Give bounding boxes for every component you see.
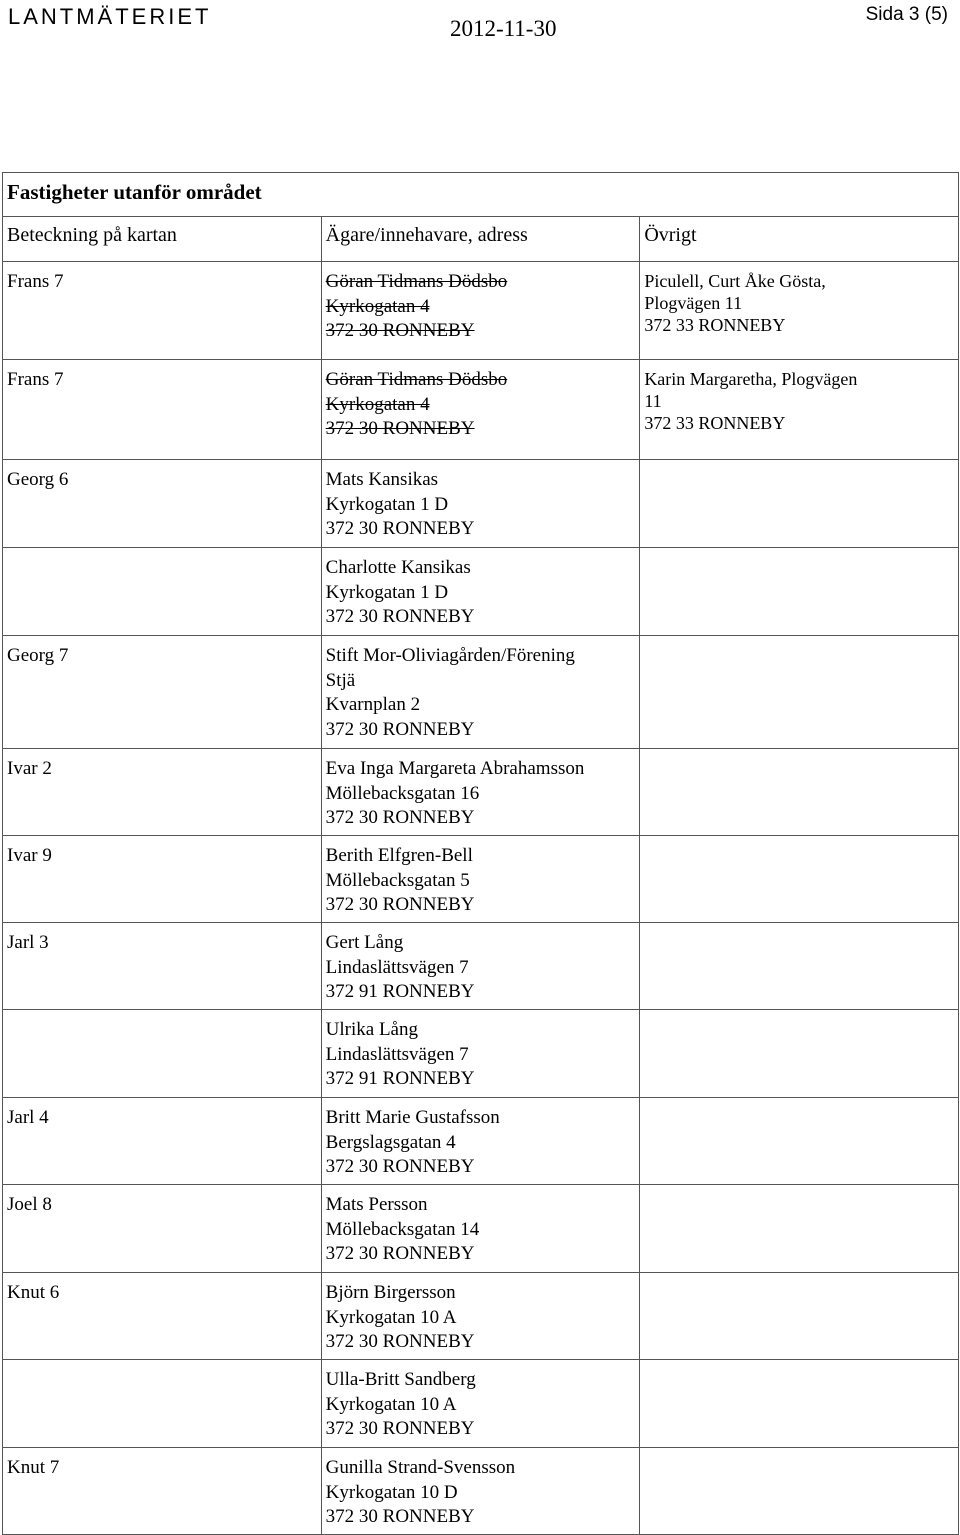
owner-name: Mats Kansikas bbox=[325, 469, 439, 490]
owner-name: Ulla-Britt Sandberg bbox=[325, 1369, 476, 1390]
owner-address-line: Kyrkogatan 10 A bbox=[325, 1306, 457, 1328]
cell-ovrigt bbox=[640, 749, 959, 836]
owner-name: Björn Birgersson bbox=[325, 1282, 456, 1303]
owner-name: Göran Tidmans Dödsbo bbox=[325, 369, 508, 390]
table-title: Fastigheter utanför området bbox=[3, 173, 959, 217]
owner-name: Ulrika Lång bbox=[325, 1019, 418, 1040]
owner-address-line: 372 30 RONNEBY bbox=[325, 1243, 475, 1264]
owner-address-line: Kyrkogatan 1 D bbox=[325, 493, 449, 515]
cell-owner bbox=[321, 749, 640, 836]
owner-address-line: 372 30 RONNEBY bbox=[325, 418, 475, 439]
cell-beteckning bbox=[3, 460, 322, 548]
owner-address-line: Bergslagsgatan 4 bbox=[325, 1131, 456, 1153]
cell-beteckning bbox=[3, 749, 322, 836]
organization-name: LANTMÄTERIET bbox=[8, 4, 212, 29]
cell-owner bbox=[321, 836, 640, 923]
cell-ovrigt bbox=[640, 836, 959, 923]
owner-address-line: Lindaslättsvägen 7 bbox=[325, 956, 469, 978]
owner-address-line: Kyrkogatan 1 D bbox=[325, 581, 449, 603]
cell-owner bbox=[321, 1360, 640, 1448]
table-row bbox=[3, 548, 959, 636]
cell-beteckning bbox=[3, 636, 322, 749]
cell-owner bbox=[321, 1185, 640, 1273]
cell-ovrigt bbox=[640, 1010, 959, 1098]
owner-address-line: 372 30 RONNEBY bbox=[325, 1418, 475, 1439]
owner-address-line: 372 30 RONNEBY bbox=[325, 718, 475, 740]
cell-beteckning bbox=[3, 1448, 322, 1535]
owner-name: Gunilla Strand-Svensson bbox=[325, 1457, 516, 1478]
ovrigt-line: 372 33 RONNEBY bbox=[644, 315, 786, 335]
beteckning-text: Jarl 3 bbox=[7, 932, 49, 953]
owner-address-line: 372 30 RONNEBY bbox=[325, 807, 475, 828]
beteckning-text: Jarl 4 bbox=[7, 1107, 49, 1128]
ovrigt-line: Karin Margaretha, Plogvägen bbox=[644, 369, 858, 389]
cell-owner bbox=[321, 923, 640, 1010]
cell-owner bbox=[321, 548, 640, 636]
document-date: 2012-11-30 bbox=[450, 16, 557, 41]
owner-address-line: 372 91 RONNEBY bbox=[325, 1068, 475, 1089]
cell-ovrigt bbox=[640, 1273, 959, 1360]
table-row bbox=[3, 1360, 959, 1448]
cell-ovrigt bbox=[640, 548, 959, 636]
cell-ovrigt bbox=[640, 262, 959, 360]
owner-address-line: 372 30 RONNEBY bbox=[325, 518, 475, 539]
table-row bbox=[3, 1185, 959, 1273]
owner-address-line: 372 30 RONNEBY bbox=[325, 1331, 475, 1352]
cell-ovrigt bbox=[640, 1185, 959, 1273]
beteckning-text: Ivar 2 bbox=[7, 758, 52, 779]
owner-address-line: Kyrkogatan 10 A bbox=[325, 1393, 457, 1415]
table-row bbox=[3, 836, 959, 923]
column-header-row bbox=[3, 217, 959, 262]
cell-ovrigt bbox=[640, 636, 959, 749]
table-row bbox=[3, 923, 959, 1010]
cell-owner bbox=[321, 1010, 640, 1098]
owner-address-line: Kyrkogatan 10 D bbox=[325, 1481, 458, 1503]
page-number: Sida 3 (5) bbox=[865, 4, 948, 25]
table-row bbox=[3, 636, 959, 749]
cell-beteckning bbox=[3, 1098, 322, 1185]
owner-address-line: 372 30 RONNEBY bbox=[325, 894, 475, 915]
cell-beteckning bbox=[3, 1185, 322, 1273]
column-header-owner: Ägare/innehavare, adress bbox=[321, 217, 640, 262]
owner-address-line: Kyrkogatan 4 bbox=[325, 295, 430, 317]
cell-ovrigt bbox=[640, 923, 959, 1010]
ovrigt-line: Plogvägen 11 bbox=[644, 293, 743, 313]
cell-owner bbox=[321, 360, 640, 460]
beteckning-text: Frans 7 bbox=[7, 271, 64, 292]
table-row bbox=[3, 262, 959, 360]
owner-name: Gert Lång bbox=[325, 932, 404, 953]
ovrigt-line: Piculell, Curt Åke Gösta, bbox=[644, 271, 826, 291]
beteckning-text: Knut 7 bbox=[7, 1457, 60, 1478]
cell-beteckning bbox=[3, 548, 322, 636]
table-row bbox=[3, 360, 959, 460]
owner-address-line: 372 30 RONNEBY bbox=[325, 606, 475, 627]
column-header-beteckning: Beteckning på kartan bbox=[3, 217, 322, 262]
table-rows bbox=[3, 262, 959, 1535]
owner-name: Eva Inga Margareta Abrahamsson bbox=[325, 758, 585, 779]
owner-address-line: 372 30 RONNEBY bbox=[325, 320, 475, 341]
owner-name: Berith Elfgren-Bell bbox=[325, 845, 473, 866]
owner-name: Charlotte Kansikas bbox=[325, 557, 471, 578]
cell-ovrigt bbox=[640, 1360, 959, 1448]
owner-name: Britt Marie Gustafsson bbox=[325, 1107, 500, 1128]
owner-address-line: Stjä bbox=[325, 669, 356, 691]
beteckning-text: Knut 6 bbox=[7, 1282, 60, 1303]
cell-owner bbox=[321, 636, 640, 749]
cell-beteckning bbox=[3, 262, 322, 360]
cell-owner bbox=[321, 262, 640, 360]
cell-owner bbox=[321, 1273, 640, 1360]
cell-beteckning bbox=[3, 1273, 322, 1360]
owner-address-line: Möllebacksgatan 5 bbox=[325, 869, 470, 891]
owner-address-line: Kvarnplan 2 bbox=[325, 694, 421, 715]
owner-name: Mats Persson bbox=[325, 1194, 428, 1215]
table-row bbox=[3, 749, 959, 836]
owner-name: Stift Mor-Oliviagården/Förening bbox=[325, 645, 575, 666]
cell-ovrigt bbox=[640, 1098, 959, 1185]
cell-beteckning bbox=[3, 360, 322, 460]
cell-ovrigt bbox=[640, 1448, 959, 1535]
beteckning-text: Frans 7 bbox=[7, 369, 64, 390]
table-row bbox=[3, 1273, 959, 1360]
cell-beteckning bbox=[3, 836, 322, 923]
owner-address-line: Kyrkogatan 4 bbox=[325, 393, 430, 415]
beteckning-text: Joel 8 bbox=[7, 1194, 52, 1215]
table-row bbox=[3, 1098, 959, 1185]
cell-beteckning bbox=[3, 923, 322, 1010]
owner-address-line: Möllebacksgatan 16 bbox=[325, 782, 480, 804]
owner-address-line: Lindaslättsvägen 7 bbox=[325, 1043, 469, 1065]
table-row bbox=[3, 1448, 959, 1535]
table-row bbox=[3, 460, 959, 548]
cell-beteckning bbox=[3, 1010, 322, 1098]
owner-address-line: 372 30 RONNEBY bbox=[325, 1506, 475, 1527]
owner-address-line: Möllebacksgatan 14 bbox=[325, 1218, 480, 1240]
cell-owner bbox=[321, 1098, 640, 1185]
beteckning-text: Ivar 9 bbox=[7, 845, 52, 866]
cell-ovrigt bbox=[640, 360, 959, 460]
owner-address-line: 372 91 RONNEBY bbox=[325, 981, 475, 1002]
cell-beteckning bbox=[3, 1360, 322, 1448]
ovrigt-line: 11 bbox=[644, 391, 662, 411]
ovrigt-line: 372 33 RONNEBY bbox=[644, 413, 786, 433]
cell-ovrigt bbox=[640, 460, 959, 548]
table-row bbox=[3, 1010, 959, 1098]
beteckning-text: Georg 6 bbox=[7, 469, 69, 490]
owner-name: Göran Tidmans Dödsbo bbox=[325, 271, 508, 292]
column-header-ovrigt: Övrigt bbox=[640, 217, 959, 262]
cell-owner bbox=[321, 1448, 640, 1535]
property-table bbox=[2, 172, 959, 1535]
cell-owner bbox=[321, 460, 640, 548]
owner-address-line: 372 30 RONNEBY bbox=[325, 1156, 475, 1177]
beteckning-text: Georg 7 bbox=[7, 645, 69, 666]
